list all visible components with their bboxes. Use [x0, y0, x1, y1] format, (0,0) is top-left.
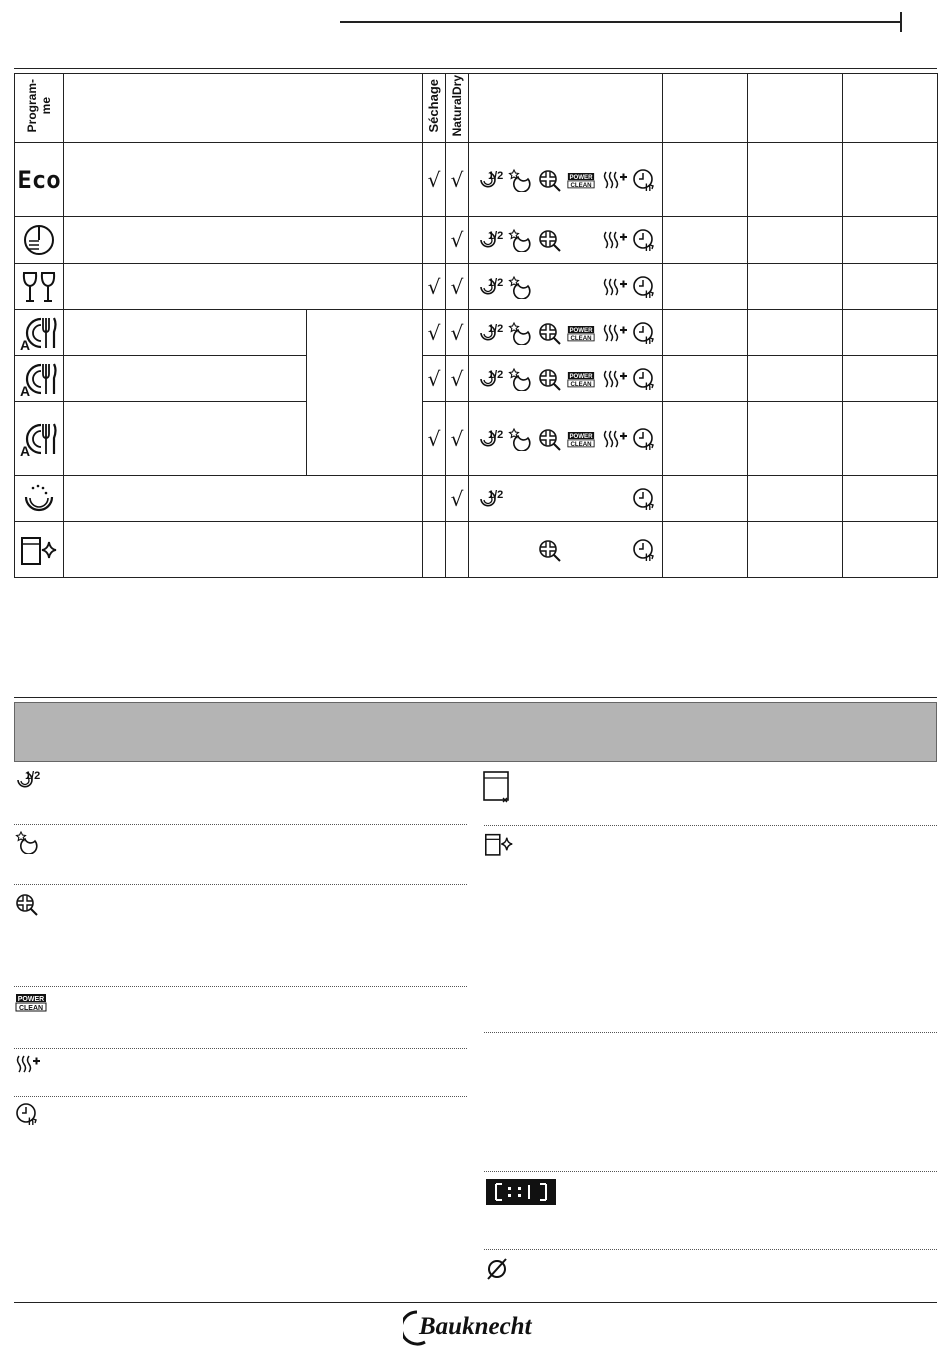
half-load-icon	[477, 427, 505, 451]
header-sechage: Séchage	[423, 74, 446, 143]
night-icon	[507, 367, 535, 391]
program-options	[469, 522, 663, 578]
extra-dry-icon	[601, 321, 629, 345]
divider	[14, 986, 467, 987]
zone-wash-icon	[537, 367, 565, 391]
half-load-icon	[477, 487, 505, 511]
night-icon	[14, 830, 42, 854]
table-header-row	[15, 74, 938, 143]
zone-wash-icon	[14, 892, 42, 916]
footer-rule	[14, 1302, 937, 1303]
display-icon	[486, 1179, 556, 1205]
brand-name: Bauknecht	[419, 1313, 532, 1340]
extra-dry-icon	[14, 1052, 42, 1076]
program-options	[469, 264, 663, 310]
program-description	[64, 310, 307, 356]
delay-start-icon	[631, 427, 659, 451]
divider	[14, 1048, 467, 1049]
auto-program-icon	[15, 402, 64, 476]
half-load-icon	[477, 168, 505, 192]
program-options	[469, 310, 663, 356]
night-icon	[507, 321, 535, 345]
program-row-auto-2	[15, 356, 938, 402]
program-row-sanitize	[15, 522, 938, 578]
delay-start-icon	[631, 275, 659, 299]
divider	[484, 1171, 937, 1172]
glass-program-icon	[15, 264, 64, 310]
naturaldry-check: √	[446, 217, 469, 264]
naturaldry-check: √	[446, 264, 469, 310]
header-col8	[748, 74, 843, 143]
program-row-glass	[15, 264, 938, 310]
power-clean-icon	[567, 367, 599, 391]
sanitize-icon	[482, 830, 516, 858]
no-sign-icon	[484, 1256, 510, 1282]
delay-start-icon	[631, 228, 659, 252]
zone-wash-icon	[537, 168, 565, 192]
program-description	[64, 402, 307, 476]
sechage-cell	[423, 476, 446, 522]
extra-dry-icon	[601, 228, 629, 252]
night-icon	[507, 275, 535, 299]
naturaldry-check: √	[446, 143, 469, 217]
header-rule	[340, 21, 902, 23]
naturaldry-check: √	[446, 402, 469, 476]
header-options	[469, 74, 663, 143]
extra-dry-icon	[601, 367, 629, 391]
program-description	[64, 356, 307, 402]
delay-start-icon	[631, 538, 659, 562]
naturaldry-check: √	[446, 356, 469, 402]
naturaldry-cell	[446, 522, 469, 578]
zone-wash-icon	[537, 228, 565, 252]
program-description	[64, 522, 423, 578]
program-row-rinse	[15, 476, 938, 522]
half-load-icon	[477, 275, 505, 299]
auto-program-icon	[15, 356, 64, 402]
half-load-icon	[14, 768, 42, 792]
extra-dry-icon	[601, 168, 629, 192]
program-options	[469, 143, 663, 217]
program-options	[469, 356, 663, 402]
auto-program-icon	[15, 310, 64, 356]
program-description	[64, 264, 423, 310]
program-row-auto-1	[15, 310, 938, 356]
half-load-icon	[477, 228, 505, 252]
divider	[14, 1096, 467, 1097]
header-program: Program- me	[15, 74, 64, 143]
naturaldry-check: √	[446, 476, 469, 522]
power-clean-icon	[567, 168, 599, 192]
divider	[484, 825, 937, 826]
delay-start-icon	[631, 367, 659, 391]
divider	[484, 1249, 937, 1250]
sechage-check: √	[423, 264, 446, 310]
sechage-cell	[423, 217, 446, 264]
program-description	[64, 143, 423, 217]
eco-program-label: Eco	[15, 143, 64, 217]
header-col9	[843, 74, 938, 143]
zone-wash-icon	[537, 427, 565, 451]
night-icon	[507, 228, 535, 252]
naturaldry-check: √	[446, 310, 469, 356]
dishwasher-icon	[482, 770, 514, 806]
bauknecht-logo	[403, 1306, 549, 1346]
extra-dry-icon	[601, 427, 629, 451]
sechage-check: √	[423, 310, 446, 356]
delay-start-icon	[631, 321, 659, 345]
header-col7	[663, 74, 748, 143]
half-load-icon	[477, 367, 505, 391]
header-rule-tick	[900, 12, 902, 32]
zone-wash-icon	[537, 538, 565, 562]
sechage-check: √	[423, 356, 446, 402]
program-table	[14, 73, 938, 578]
sechage-cell	[423, 522, 446, 578]
program-options	[469, 217, 663, 264]
options-header-bar	[14, 702, 937, 762]
program-row-eco	[15, 143, 938, 217]
options-top-rule	[14, 697, 937, 698]
daily-program-icon	[15, 217, 64, 264]
power-clean-icon	[14, 990, 48, 1014]
sechage-check: √	[423, 143, 446, 217]
auto-group-cell	[307, 310, 423, 476]
program-description	[64, 476, 423, 522]
divider	[14, 884, 467, 885]
delay-start-icon	[631, 168, 659, 192]
header-description	[64, 74, 423, 143]
program-row-auto-3	[15, 402, 938, 476]
half-load-icon	[477, 321, 505, 345]
header-naturaldry: NaturalDry	[446, 74, 469, 143]
table-top-rule	[14, 68, 937, 69]
divider	[484, 1032, 937, 1033]
delay-start-icon	[14, 1102, 42, 1126]
program-options	[469, 476, 663, 522]
night-icon	[507, 168, 535, 192]
night-icon	[507, 427, 535, 451]
delay-start-icon	[631, 487, 659, 511]
power-clean-icon	[567, 321, 599, 345]
power-clean-icon	[567, 427, 599, 451]
zone-wash-icon	[537, 321, 565, 345]
rinse-program-icon	[15, 476, 64, 522]
program-description	[64, 217, 423, 264]
extra-dry-icon	[601, 275, 629, 299]
sanitize-program-icon	[15, 522, 64, 578]
program-row-daily	[15, 217, 938, 264]
sechage-check: √	[423, 402, 446, 476]
program-options	[469, 402, 663, 476]
divider	[14, 824, 467, 825]
